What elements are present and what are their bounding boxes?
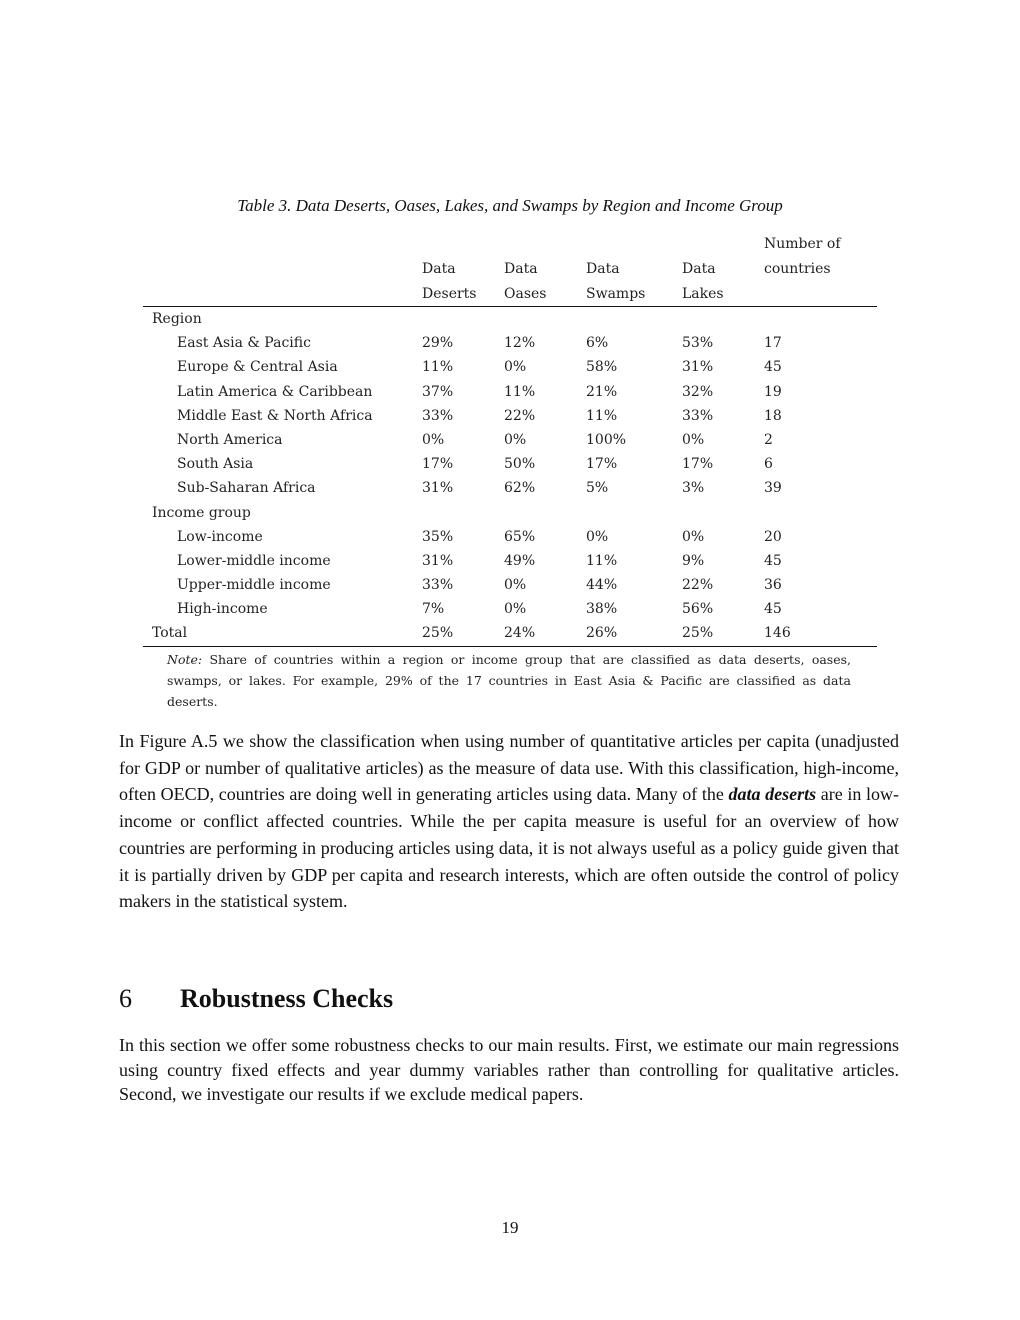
table-cell: 36 — [764, 577, 782, 594]
table-cell: 0% — [504, 359, 527, 376]
row-label: High-income — [177, 601, 268, 618]
table-header — [143, 230, 877, 307]
table-cell: 31% — [682, 359, 714, 376]
note-text: Share of countries within a region or income group that are classified as data deserts, oases, swamps, or lakes. For example, 29% of the 17 countries in East Asia & Pacific are classified as data deserts. — [167, 652, 851, 709]
table-row — [143, 501, 877, 525]
header-deserts-line1: Data — [422, 261, 456, 277]
body-paragraph-1 — [119, 728, 899, 915]
table-cell: 0% — [422, 431, 445, 448]
table-cell: 0% — [504, 601, 527, 618]
table-row — [143, 307, 877, 331]
table-row — [143, 380, 877, 404]
table-cell: 17 — [764, 335, 782, 352]
table-cell: 3% — [682, 480, 705, 497]
table-cell: 0% — [504, 577, 527, 594]
table-cell: 50% — [504, 456, 536, 473]
table-cell: 17% — [422, 456, 454, 473]
table-row — [143, 476, 877, 500]
table-cell: 5% — [586, 480, 609, 497]
table-cell: 0% — [504, 431, 527, 448]
table-row — [143, 573, 877, 597]
para1-text-b: are in low-income or conflict affected countries. While the per capita measure is useful for an overview of how countries are performing in producing articles using data, it is not always useful as a policy guide given that it is partially driven by GDP per capita and research interests, which are often outside the control of policy makers in the statistical system. — [119, 784, 900, 912]
table-cell: 39 — [764, 480, 782, 497]
table-cell: 100% — [586, 431, 627, 448]
table-cell: 33% — [422, 407, 454, 424]
row-label: Lower-middle income — [177, 552, 331, 569]
table-cell: 22% — [682, 577, 714, 594]
table-cell: 53% — [682, 335, 714, 352]
table-cell: 49% — [504, 552, 536, 569]
table-cell: 29% — [422, 335, 454, 352]
table-row — [143, 597, 877, 621]
table-cell: 0% — [682, 431, 705, 448]
table-cell: 65% — [504, 528, 536, 545]
table-cell: 11% — [586, 552, 618, 569]
table-cell: 44% — [586, 577, 618, 594]
table-row — [143, 525, 877, 549]
table-row — [143, 621, 877, 646]
header-lakes-line1: Data — [682, 261, 716, 277]
table-cell: 2 — [764, 431, 773, 448]
row-label: Middle East & North Africa — [177, 407, 373, 424]
table-cell: 25% — [422, 625, 454, 642]
page-number: 19 — [501, 1218, 519, 1237]
table-cell: 56% — [682, 601, 714, 618]
header-countries-line1: Number of — [764, 236, 841, 252]
table-cell: 38% — [586, 601, 618, 618]
table-cell: 62% — [504, 480, 536, 497]
table-cell: 7% — [422, 601, 445, 618]
note-label: Note: — [167, 652, 203, 667]
row-group-label: Income group — [152, 504, 251, 521]
table-cell: 12% — [504, 335, 536, 352]
row-group-label: Region — [152, 311, 202, 327]
row-label: South Asia — [177, 456, 254, 473]
header-lakes — [682, 257, 724, 306]
table-cell: 45 — [764, 552, 782, 569]
table-cell: 11% — [586, 407, 618, 424]
table-cell: 45 — [764, 601, 782, 618]
table-row — [143, 355, 877, 379]
table-cell: 33% — [682, 407, 714, 424]
table-cell: 31% — [422, 552, 454, 569]
section-title: Robustness Checks — [180, 984, 394, 1013]
table-cell: 37% — [422, 383, 454, 400]
table-cell: 11% — [504, 383, 536, 400]
data-table — [143, 230, 877, 647]
table-row — [143, 404, 877, 428]
header-countries — [764, 232, 841, 281]
table-cell: 24% — [504, 625, 536, 642]
table-cell: 58% — [586, 359, 618, 376]
table-row — [143, 428, 877, 452]
header-swamps — [586, 257, 645, 306]
table-title: Table 3. Data Deserts, Oases, Lakes, and Swamps by Region and Income Group — [237, 196, 783, 215]
table-cell: 26% — [586, 625, 618, 642]
table-row — [143, 331, 877, 355]
para1-emphasis: data deserts — [728, 784, 817, 805]
header-oases — [504, 257, 546, 306]
row-label: East Asia & Pacific — [177, 335, 311, 352]
para1-text-a: In Figure A.5 we show the classification when using number of quantitative articles per capita (unadjusted for GDP or number of qualitative articles) as the measure of data use. With this classification, high-income, often OECD, countries are doing well in generating articles using data. Many of the — [119, 731, 899, 805]
header-deserts-line2: Deserts — [422, 285, 477, 302]
table-cell: 35% — [422, 528, 454, 545]
table-cell: 20 — [764, 528, 782, 545]
table-cell: 11% — [422, 359, 454, 376]
header-oases-line2: Oases — [504, 285, 547, 302]
table-cell: 25% — [682, 625, 714, 642]
table-cell: 33% — [422, 577, 454, 594]
table-cell: 9% — [682, 552, 705, 569]
table-row — [143, 549, 877, 573]
table-note — [167, 649, 851, 712]
table-cell: 45 — [764, 359, 782, 376]
header-oases-line1: Data — [504, 261, 538, 277]
header-swamps-line2: Swamps — [586, 285, 646, 302]
row-label: Europe & Central Asia — [177, 359, 338, 376]
row-label: Sub-Saharan Africa — [177, 480, 316, 497]
body-paragraph-2: In this section we offer some robustness checks to our main results. First, we estimate our main regressions using country fixed effects and year dummy variables rather than controlling for qualitative articles. Second, we investigate our results if we exclude medical papers. — [119, 1035, 899, 1105]
header-swamps-line1: Data — [586, 261, 620, 277]
table-body — [143, 307, 877, 647]
row-label: North America — [177, 431, 283, 448]
header-deserts — [422, 257, 476, 306]
table-cell: 21% — [586, 383, 618, 400]
table-cell: 6 — [764, 456, 773, 473]
table-cell: 19 — [764, 383, 782, 400]
table-cell: 18 — [764, 407, 782, 424]
table-row — [143, 452, 877, 476]
row-label: Low-income — [177, 528, 263, 545]
table-cell: 0% — [682, 528, 705, 545]
table-cell: 17% — [682, 456, 714, 473]
table-cell: 6% — [586, 335, 609, 352]
header-lakes-line2: Lakes — [682, 285, 724, 302]
table-cell: 146 — [764, 625, 791, 642]
table-cell: 17% — [586, 456, 618, 473]
row-label: Latin America & Caribbean — [177, 383, 373, 400]
table-cell: 0% — [586, 528, 609, 545]
header-countries-line2: countries — [764, 260, 831, 277]
table-cell: 32% — [682, 383, 714, 400]
row-group-label: Total — [152, 625, 188, 642]
section-number: 6 — [119, 984, 132, 1013]
table-cell: 22% — [504, 407, 536, 424]
row-label: Upper-middle income — [177, 577, 331, 594]
table-cell: 31% — [422, 480, 454, 497]
